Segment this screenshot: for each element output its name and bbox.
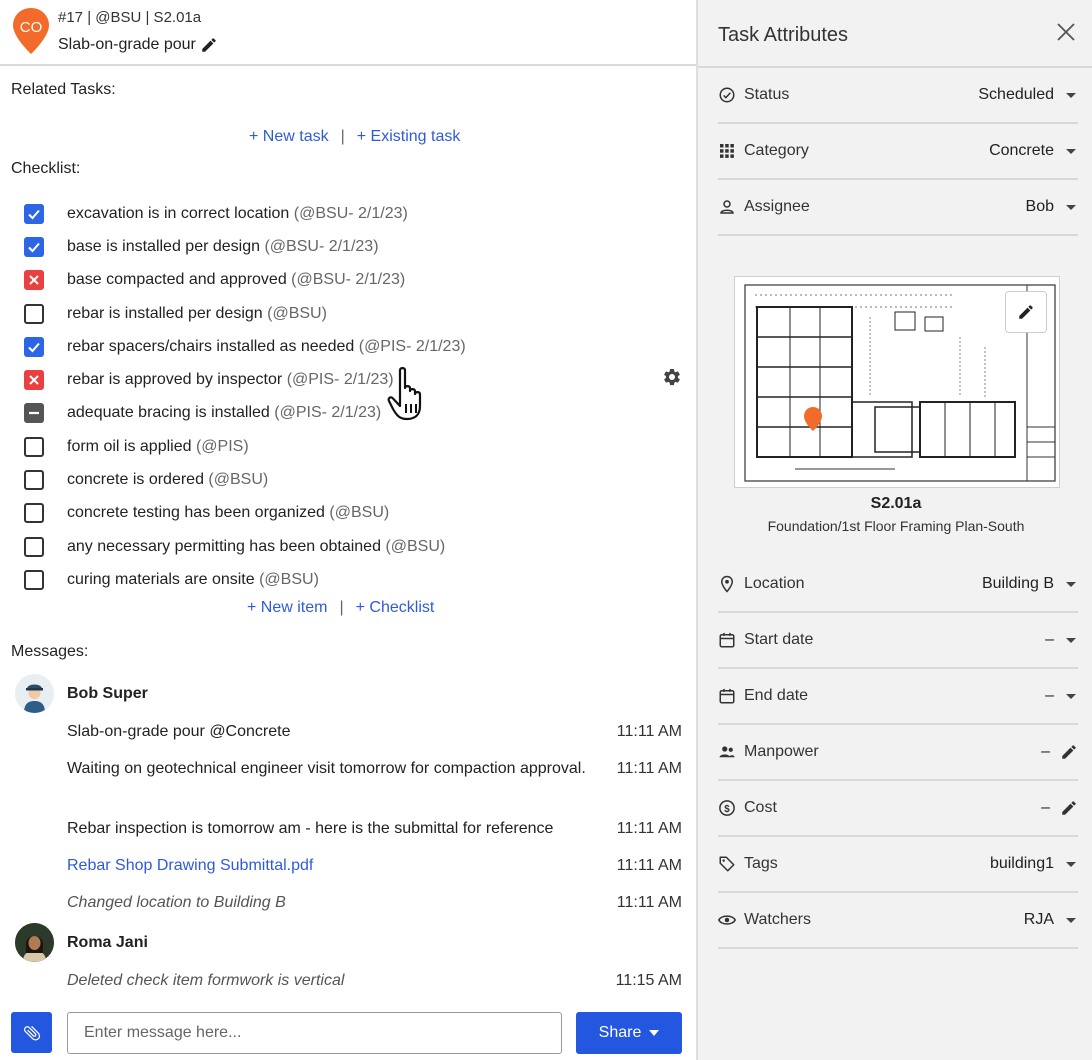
checklist-checkbox[interactable] (24, 570, 44, 590)
pencil-icon (1017, 303, 1035, 321)
checklist-checkbox[interactable] (24, 503, 44, 523)
checklist-item-meta: (@BSU) (267, 304, 327, 322)
attribute-label: Category (744, 142, 809, 159)
x-icon (28, 374, 40, 386)
attribute-start-date[interactable] (718, 613, 1078, 669)
attribute-category[interactable] (718, 124, 1078, 180)
checklist-item-label: concrete is ordered (67, 471, 204, 489)
message-text: Slab-on-grade pour @Concrete (67, 723, 291, 740)
check-icon (27, 207, 41, 221)
message-text: Rebar inspection is tomorrow am - here is the submittal for reference (67, 820, 554, 837)
checklist-item-meta: (@BSU- 2/1/23) (291, 271, 406, 289)
x-icon (28, 274, 40, 286)
user-avatar-icon (15, 923, 54, 962)
checklist-item-text (67, 438, 249, 456)
new-item-link[interactable]: + New item (247, 599, 328, 616)
message-time: 11:11 AM (616, 760, 682, 777)
message-item (67, 719, 682, 744)
related-tasks-label: Related Tasks: (11, 81, 116, 98)
checklist-item-label: base is installed per design (67, 237, 261, 255)
attribute-watchers[interactable] (718, 893, 1078, 949)
checklist-item-meta: (@BSU) (208, 471, 269, 489)
attribute-label: Assignee (744, 198, 810, 215)
checklist-item-text (67, 538, 445, 556)
close-icon[interactable] (1056, 22, 1076, 42)
checklist-item-text (67, 305, 327, 323)
checklist-checkbox[interactable] (24, 237, 44, 257)
checklist-item-label: base compacted and approved (67, 271, 287, 289)
checklist-item (24, 563, 544, 596)
caret-down-icon[interactable] (1066, 694, 1076, 699)
task-pin-avatar (11, 6, 51, 56)
message-text: Changed location to Building B (67, 894, 286, 911)
message-time: 11:11 AM (616, 894, 682, 911)
dollar-icon (718, 799, 736, 817)
caret-down-icon[interactable] (1066, 149, 1076, 154)
builder-avatar-icon (15, 674, 54, 713)
check-circle-icon (718, 86, 736, 104)
attribute-label: Cost (744, 799, 777, 816)
checklist-checkbox[interactable] (24, 403, 44, 423)
checklist-item-text (67, 205, 408, 223)
pencil-icon[interactable] (1060, 799, 1078, 817)
checklist-item-meta: (@PIS- 2/1/23) (286, 371, 394, 389)
checklist-actions (247, 599, 434, 617)
attribute-value: – (1041, 799, 1050, 816)
checklist-checkbox[interactable] (24, 437, 44, 457)
existing-task-link[interactable]: + Existing task (356, 128, 461, 145)
checklist-item (24, 430, 544, 463)
attribute-label: End date (744, 687, 809, 704)
attribute-location[interactable] (718, 557, 1078, 613)
paperclip-icon (22, 1023, 42, 1043)
checklist-item-meta: (@BSU- 2/1/23) (293, 204, 408, 222)
calendar-icon (718, 631, 736, 649)
checklist-item-label: rebar is approved by inspector (67, 371, 283, 389)
checklist-checkbox[interactable] (24, 537, 44, 557)
checklist-item-meta: (@PIS- 2/1/23) (358, 337, 466, 355)
checklist-item-text (67, 404, 381, 422)
attribute-label: Start date (744, 631, 814, 648)
checklist-item-meta: (@BSU) (259, 570, 319, 588)
checklist-item (24, 330, 544, 363)
checklist-checkbox[interactable] (24, 304, 44, 324)
attachment-link[interactable]: Rebar Shop Drawing Submittal.pdf (67, 857, 314, 874)
checklist-item-text (67, 271, 405, 289)
attribute-assignee[interactable] (718, 180, 1078, 236)
attribute-value: – (1045, 631, 1054, 648)
checklist-checkbox[interactable] (24, 370, 44, 390)
message-input[interactable] (67, 1012, 562, 1054)
checklist-item (24, 397, 544, 430)
avatar (15, 674, 54, 713)
caret-down-icon[interactable] (1066, 918, 1076, 923)
task-header (0, 0, 696, 66)
avatar-initials: CO (19, 19, 43, 36)
message-text: Deleted check item formwork is vertical (67, 972, 345, 989)
attribute-tags[interactable] (718, 837, 1078, 893)
checklist-item-label: rebar is installed per design (67, 304, 263, 322)
message-author: Bob Super (67, 685, 148, 702)
checklist-checkbox[interactable] (24, 337, 44, 357)
caret-down-icon[interactable] (1066, 205, 1076, 210)
attribute-label: Location (744, 575, 805, 592)
checklist-item-text (67, 571, 319, 589)
tag-icon (718, 855, 736, 873)
task-title-row[interactable] (58, 36, 218, 54)
checklist-item (24, 463, 544, 496)
checklist-checkbox[interactable] (24, 270, 44, 290)
caret-down-icon[interactable] (1066, 93, 1076, 98)
share-label: Share (598, 1024, 642, 1041)
grid-icon (718, 142, 736, 160)
checklist-item-meta: (@BSU) (385, 537, 446, 555)
message-time: 11:11 AM (616, 820, 682, 837)
checklist-item (24, 363, 544, 396)
checklist-item-label: rebar spacers/chairs installed as needed (67, 337, 355, 355)
message-time: 11:11 AM (616, 857, 682, 874)
related-tasks-actions (249, 128, 460, 146)
message-text: Waiting on geotechnical engineer visit tomorrow for compaction approval. (67, 760, 586, 777)
caret-down-icon[interactable] (1066, 638, 1076, 643)
attribute-value: Bob (1025, 198, 1054, 215)
checklist-item-text (67, 238, 379, 256)
checklist-item-label: excavation is in correct location (67, 204, 290, 222)
task-attributes-panel (696, 0, 1092, 1060)
attribute-end-date[interactable] (718, 669, 1078, 725)
sheet-id: S2.01a (870, 495, 922, 512)
checklist-item-meta: (@BSU- 2/1/23) (264, 237, 379, 255)
attribute-manpower[interactable] (718, 725, 1078, 781)
caret-down-icon[interactable] (1066, 862, 1076, 867)
checklist-item-text (67, 338, 466, 356)
checklist-checkbox[interactable] (24, 470, 44, 490)
checklist-label: Checklist: (11, 160, 81, 177)
attribute-status[interactable] (718, 68, 1078, 124)
hand-cursor-icon (386, 366, 432, 422)
check-icon (27, 340, 41, 354)
attribute-cost[interactable] (718, 781, 1078, 837)
attribute-value: RJA (1023, 911, 1054, 928)
gear-icon[interactable] (662, 367, 682, 387)
attribute-value: building1 (989, 855, 1054, 872)
message-author: Roma Jani (67, 934, 148, 951)
attribute-label: Tags (744, 855, 778, 872)
attribute-label: Manpower (744, 743, 819, 760)
checklist-item-text (67, 504, 389, 522)
checklist-item-meta: (@PIS- 2/1/23) (274, 404, 382, 422)
check-icon (27, 240, 41, 254)
checklist-item-text (67, 471, 268, 489)
task-reference: #17 | @BSU | S2.01a (58, 9, 202, 26)
checklist-item (24, 497, 544, 530)
checklist-item (24, 297, 544, 330)
checklist-item-label: form oil is applied (67, 437, 192, 455)
location-pin-icon (718, 575, 736, 593)
message-item (67, 968, 682, 993)
message-item (67, 853, 682, 878)
attribute-value: Concrete (989, 142, 1054, 159)
checklist (24, 197, 544, 597)
checklist-item-text (67, 371, 394, 389)
checklist-item (24, 230, 544, 263)
checklist-item (24, 530, 544, 563)
checklist-item-label: adequate bracing is installed (67, 404, 270, 422)
checklist-item-meta: (@PIS) (195, 437, 249, 455)
edit-sheet-button[interactable] (1005, 291, 1047, 333)
checklist-item (24, 264, 544, 297)
checklist-item-label: curing materials are onsite (67, 570, 255, 588)
task-title: Slab-on-grade pour (58, 36, 196, 53)
add-checklist-link[interactable]: + Checklist (355, 599, 435, 616)
share-button[interactable] (576, 1012, 682, 1054)
divider: | (339, 599, 344, 616)
new-task-link[interactable]: + New task (249, 128, 329, 145)
attribute-label: Watchers (744, 911, 811, 928)
panel-title: Task Attributes (718, 24, 849, 46)
attribute-label: Status (744, 86, 790, 103)
divider: | (340, 128, 345, 145)
minus-icon (28, 407, 40, 419)
attribute-value: – (1041, 743, 1050, 760)
attach-button[interactable] (11, 1012, 52, 1053)
message-item (67, 816, 682, 841)
messages-label: Messages: (11, 643, 89, 660)
caret-down-icon[interactable] (1066, 582, 1076, 587)
message-item (67, 890, 682, 915)
checklist-item-label: any necessary permitting has been obtained (67, 537, 381, 555)
message-time: 11:11 AM (616, 723, 682, 740)
pencil-icon[interactable] (1060, 743, 1078, 761)
eye-icon (718, 911, 736, 929)
person-icon (718, 198, 736, 216)
caret-down-icon (649, 1030, 659, 1036)
attribute-value: – (1045, 687, 1054, 704)
sheet-name: Foundation/1st Floor Framing Plan-South (767, 518, 1025, 534)
pencil-icon[interactable] (200, 36, 218, 54)
checklist-checkbox[interactable] (24, 204, 44, 224)
attribute-value: Building B (981, 575, 1054, 592)
calendar-icon (718, 687, 736, 705)
avatar (15, 923, 54, 962)
checklist-item-label: concrete testing has been organized (67, 504, 325, 522)
svg-text:$: $ (724, 803, 730, 815)
message-item (67, 756, 682, 781)
people-icon (718, 743, 736, 761)
attribute-value: Scheduled (978, 86, 1054, 103)
checklist-item (24, 197, 544, 230)
checklist-item-meta: (@BSU) (329, 504, 390, 522)
message-time: 11:15 AM (615, 972, 682, 989)
